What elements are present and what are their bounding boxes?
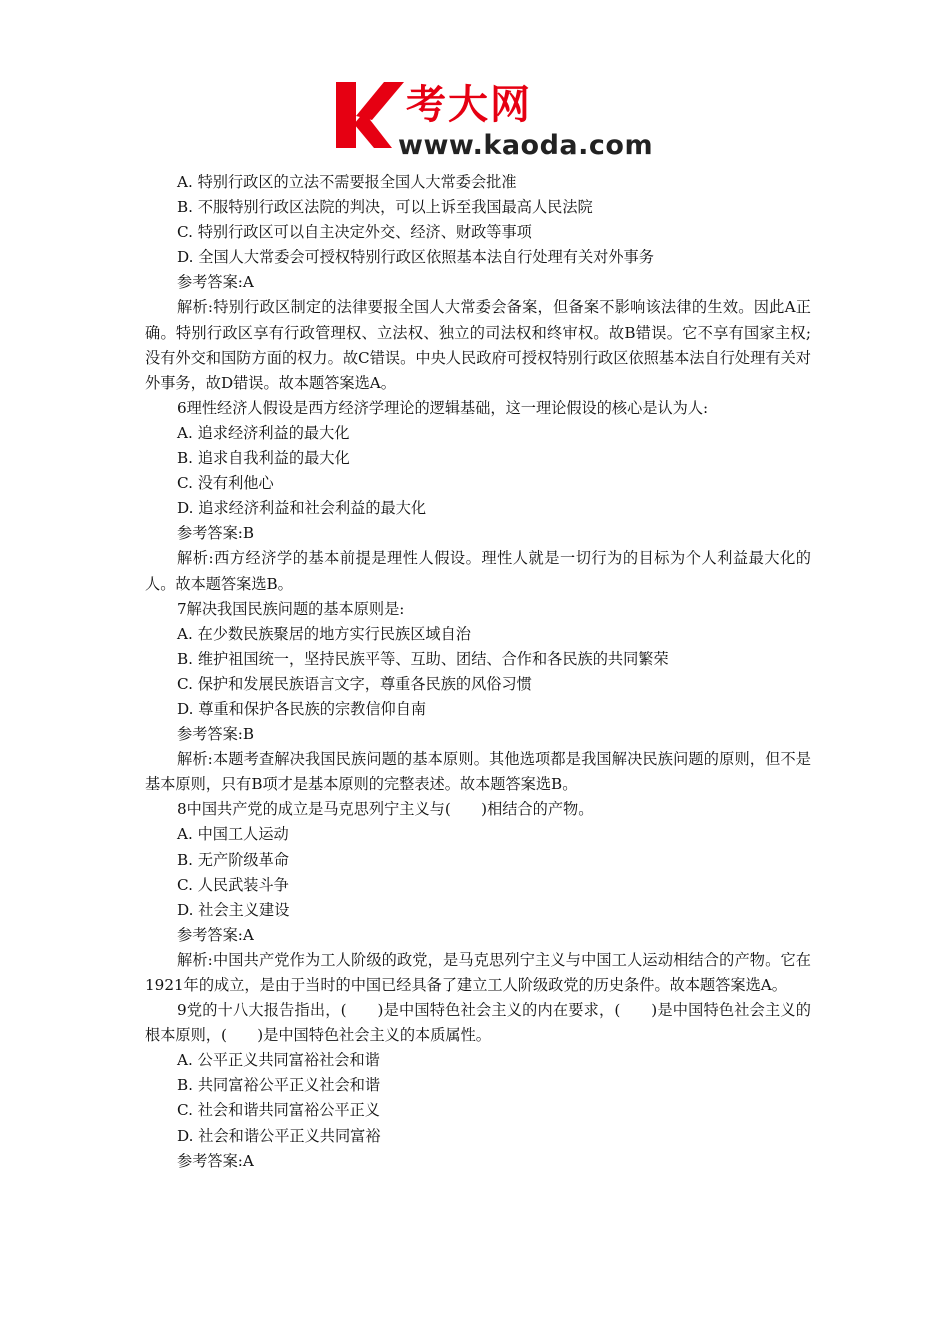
answer-option: B. 维护祖国统一，坚持民族平等、互助、团结、合作和各民族的共同繁荣 [177, 649, 669, 668]
answer-option: A. 公平正义共同富裕社会和谐 [177, 1051, 380, 1070]
logo-brand-text: 考大网 [406, 82, 532, 128]
question-text: 7解决我国民族问题的基本原则是: [177, 599, 405, 618]
answer-option: D. 追求经济利益和社会利益的最大化 [177, 499, 427, 518]
answer-option: A. 中国工人运动 [177, 825, 289, 844]
answer-option: A. 在少数民族聚居的地方实行民族区域自治 [177, 624, 471, 643]
explanation-paragraph: 解析:特别行政区制定的法律要报全国人大常委会备案，但备案不影响该法律的生效。因此A正确。特别行政区享有行政管理权、立法权、独立的司法权和终审权。故B错误。它不享有国家主权;没有外交和国防方面的权力。故C错误。中央人民政府可授权特别行政区依照基本法自行处理有关对外事务，故D错误。故本题答案选A。 [145, 298, 811, 392]
answer-option: C. 特别行政区可以自主决定外交、经济、财政等事项 [177, 223, 532, 242]
answer-option: B. 无产阶级革命 [177, 850, 289, 869]
question-text: 6理性经济人假设是西方经济学理论的逻辑基础，这一理论假设的核心是认为人: [177, 398, 709, 417]
answer-option: A. 特别行政区的立法不需要报全国人大常委会批准 [177, 173, 517, 191]
kaoda-logo-image [334, 78, 654, 160]
explanation-paragraph: 解析:本题考查解决我国民族问题的基本原则。其他选项都是我国解决民族问题的原则，但不是基本原则，只有B项才是基本原则的完整表述。故本题答案选B。 [145, 750, 811, 794]
document-body [145, 170, 811, 1174]
reference-answer: 参考答案:A [177, 1151, 254, 1170]
answer-option: C. 人民武装斗争 [177, 875, 289, 894]
reference-answer: 参考答案:B [177, 725, 255, 744]
answer-option: D. 社会主义建设 [177, 900, 290, 919]
answer-option: B. 追求自我利益的最大化 [177, 449, 350, 468]
answer-option: C. 没有利他心 [177, 474, 274, 493]
reference-answer: 参考答案:A [177, 925, 254, 944]
answer-option: C. 保护和发展民族语言文字，尊重各民族的风俗习惯 [177, 674, 532, 693]
answer-option: C. 社会和谐共同富裕公平正义 [177, 1101, 380, 1120]
reference-answer: 参考答案:A [177, 273, 254, 292]
answer-option: A. 追求经济利益的最大化 [177, 423, 350, 442]
logo-url-text: www.kaoda.com [398, 130, 654, 160]
answer-option: D. 全国人大常委会可授权特别行政区依照基本法自行处理有关对外事务 [177, 248, 654, 267]
kaoda-logo [334, 78, 654, 160]
answer-option: D. 尊重和保护各民族的宗教信仰自南 [177, 699, 427, 718]
answer-option: B. 共同富裕公平正义社会和谐 [177, 1076, 381, 1095]
answer-option: B. 不服特别行政区法院的判决，可以上诉至我国最高人民法院 [177, 198, 593, 217]
question-text: 8中国共产党的成立是马克思列宁主义与( )相结合的产物。 [177, 800, 594, 819]
explanation-paragraph: 解析:西方经济学的基本前提是理性人假设。理性人就是一切行为的目标为个人利益最大化的人。故本题答案选B。 [145, 549, 811, 593]
explanation-paragraph: 9党的十八大报告指出，( )是中国特色社会主义的内在要求，( )是中国特色社会主义的根本原则，( )是中国特色社会主义的本质属性。 [145, 1001, 811, 1045]
reference-answer: 参考答案:B [177, 524, 255, 543]
answer-option: D. 社会和谐公平正义共同富裕 [177, 1126, 381, 1145]
explanation-paragraph: 解析:中国共产党作为工人阶级的政党，是马克思列宁主义与中国工人运动相结合的产物。它在1921年的成立，是由于当时的中国已经具备了建立工人阶级政党的历史条件。故本题答案选A。 [145, 950, 811, 994]
logo-k-stem [336, 82, 356, 148]
